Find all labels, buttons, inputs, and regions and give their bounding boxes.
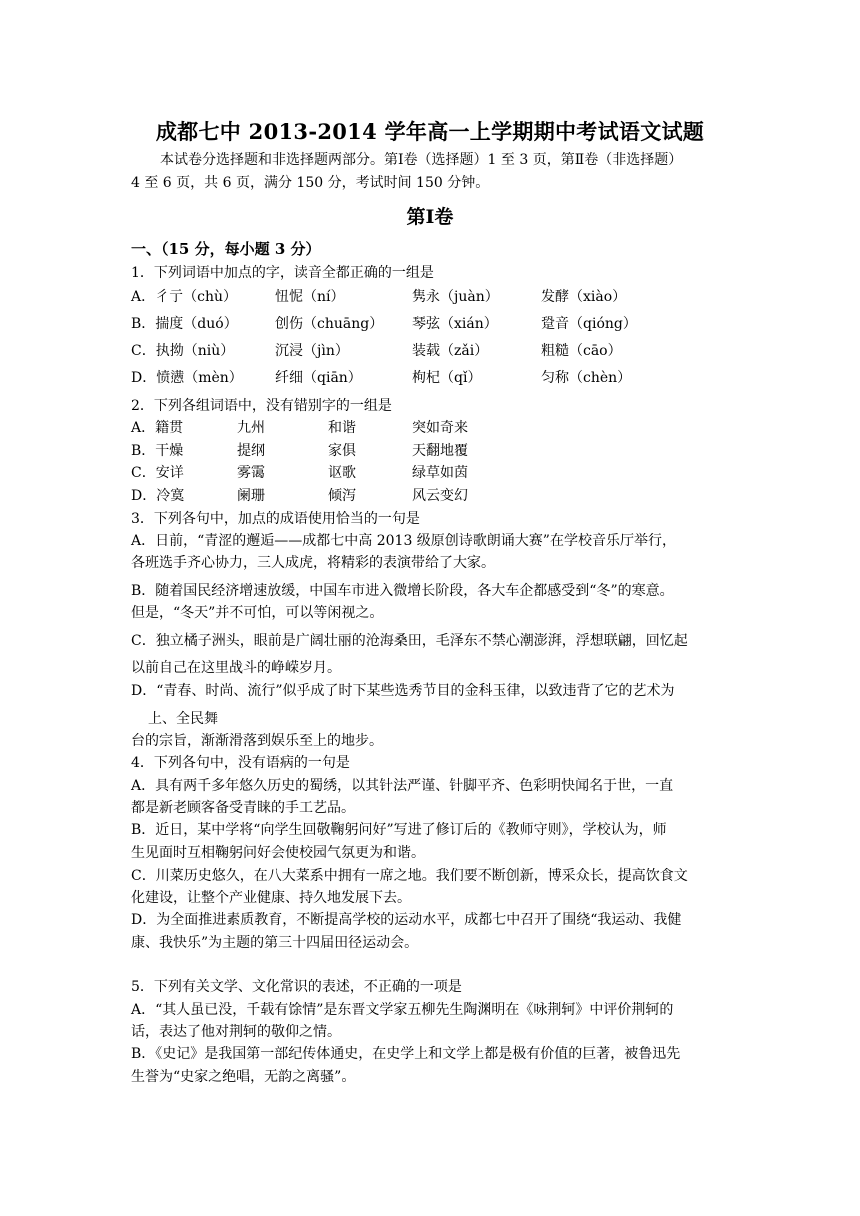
q5-line: B．《史记》是我国第一部纪传体通史，在史学上和文学上都是极有价值的巨著，被鲁迅先 <box>131 1046 681 1062</box>
q4-line: A．具有两千多年悠久历史的蜀绣，以其针法严谨、针脚平齐、色彩明快闻名于世，一直 <box>131 778 674 794</box>
question-3-stem: 3．下列各句中，加点的成语使用恰当的一句是 <box>131 511 420 527</box>
q1-option: 琴弦（xián） <box>412 316 498 332</box>
q3-line: 上、全民舞 <box>148 711 218 727</box>
q2-option: 九州 <box>237 420 265 436</box>
question-2-stem: 2．下列各组词语中，没有错别字的一组是 <box>131 398 392 414</box>
q3-line: 各班选手齐心协力，三人成虎，将精彩的表演带给了大家。 <box>131 555 495 571</box>
q2-option: 雾霭 <box>237 465 265 481</box>
q3-line: 但是，“冬天”并不可怕，可以等闲视之。 <box>131 605 384 621</box>
question-4-stem: 4．下列各句中，没有语病的一句是 <box>131 755 350 771</box>
question-5-stem: 5．下列有关文学、文化常识的表述，不正确的一项是 <box>131 979 462 995</box>
q4-line: D．为全面推进素质教育，不断提高学校的运动水平，成都七中召开了围绕“我运动、我健 <box>131 912 682 928</box>
q4-line: 康、我快乐”为主题的第三十四届田径运动会。 <box>131 935 419 951</box>
q5-line: 话，表达了他对荆轲的敬仰之情。 <box>131 1024 341 1040</box>
q3-line: D．“青春、时尚、流行”似乎成了时下某些选秀节目的金科玉律，以致违背了它的艺术为 <box>131 683 675 699</box>
q1-option: 隽永（juàn） <box>412 289 499 305</box>
q1-option: 忸怩（ní） <box>275 289 345 305</box>
q2-option: B．干燥 <box>131 443 184 459</box>
q1-option: 沉浸（jìn） <box>275 343 349 359</box>
q1-option: 跫音（qióng） <box>541 316 637 332</box>
q2-option: 绿草如茵 <box>412 465 468 481</box>
q3-line: B．随着国民经济增速放缓，中国车市进入微增长阶段，各大车企都感受到“冬”的寒意。 <box>131 583 674 599</box>
q4-line: 化建设，让整个产业健康、持久地发展下去。 <box>131 890 411 906</box>
q2-option: 风云变幻 <box>412 488 468 504</box>
q2-option: 突如奇来 <box>412 420 468 436</box>
q1-option: D．愤懑（mèn） <box>131 370 243 386</box>
q2-option: 讴歌 <box>328 465 356 481</box>
q4-line: B．近日，某中学将“向学生回敬鞠躬问好”写进了修订后的《教师守则》，学校认为，师 <box>131 822 667 838</box>
q2-option: A．籍贯 <box>131 420 184 436</box>
question-1-stem: 1．下列词语中加点的字，读音全都正确的一组是 <box>131 265 434 281</box>
intro-line-2: 4 至 6 页，共 6 页，满分 150 分，考试时间 150 分钟。 <box>131 175 490 191</box>
q1-option: A．彳亍（chù） <box>131 289 237 305</box>
q5-line: 生誉为“史家之绝唱，无韵之离骚”。 <box>131 1069 356 1085</box>
q5-line: A．“其人虽已没，千载有馀情”是东晋文学家五柳先生陶渊明在《咏荆轲》中评价荆轲的 <box>131 1002 674 1018</box>
q2-option: 天翻地覆 <box>412 443 468 459</box>
q1-option: 枸杞（qǐ） <box>412 370 482 386</box>
q2-option: 家俱 <box>328 443 356 459</box>
q2-option: 倾泻 <box>328 488 356 504</box>
q1-option: B．揣度（duó） <box>131 316 238 332</box>
q1-option: C．执拗（niù） <box>131 343 235 359</box>
q1-option: 发酵（xiào） <box>541 289 627 305</box>
q3-line: 以前自己在这里战斗的峥嵘岁月。 <box>131 660 341 676</box>
q4-line: 都是新老顾客备受青睐的手工艺品。 <box>131 800 355 816</box>
q1-option: 匀称（chèn） <box>541 370 632 386</box>
q2-option: 和谐 <box>328 420 356 436</box>
page-title: 成都七中 2013-2014 学年高一上学期期中考试语文试题 <box>155 119 705 144</box>
q1-option: 粗糙（cāo） <box>541 343 622 359</box>
q3-line: 台的宗旨，渐渐滑落到娱乐至上的地步。 <box>131 733 383 749</box>
q1-option: 装载（zǎi） <box>412 343 489 359</box>
intro-line-1: 本试卷分选择题和非选择题两部分。第Ⅰ卷（选择题）1 至 3 页，第Ⅱ卷（非选择题） <box>160 152 683 168</box>
section-heading: 第Ⅰ卷 <box>406 206 454 228</box>
q1-option: 创伤（chuāng） <box>275 316 384 332</box>
q3-line: A．日前，“青涩的邂逅——成都七中高 2013 级原创诗歌朗诵大赛”在学校音乐厅举行， <box>131 533 676 549</box>
q2-option: C．安详 <box>131 465 184 481</box>
q4-line: C．川菜历史悠久，在八大菜系中拥有一席之地。我们要不断创新，博采众长，提高饮食文 <box>131 868 688 884</box>
q2-option: 阑珊 <box>237 488 265 504</box>
q2-option: 提纲 <box>237 443 265 459</box>
part-heading: 一、（15 分，每小题 3 分） <box>131 240 321 258</box>
q1-option: 纤细（qiān） <box>275 370 362 386</box>
q2-option: D．冷寞 <box>131 488 185 504</box>
q4-line: 生见面时互相鞠躬问好会使校园气氛更为和谐。 <box>131 845 425 861</box>
q3-line: C．独立橘子洲头，眼前是广阔壮丽的沧海桑田，毛泽东不禁心潮澎湃，浮想联翩，回忆起 <box>131 633 688 649</box>
